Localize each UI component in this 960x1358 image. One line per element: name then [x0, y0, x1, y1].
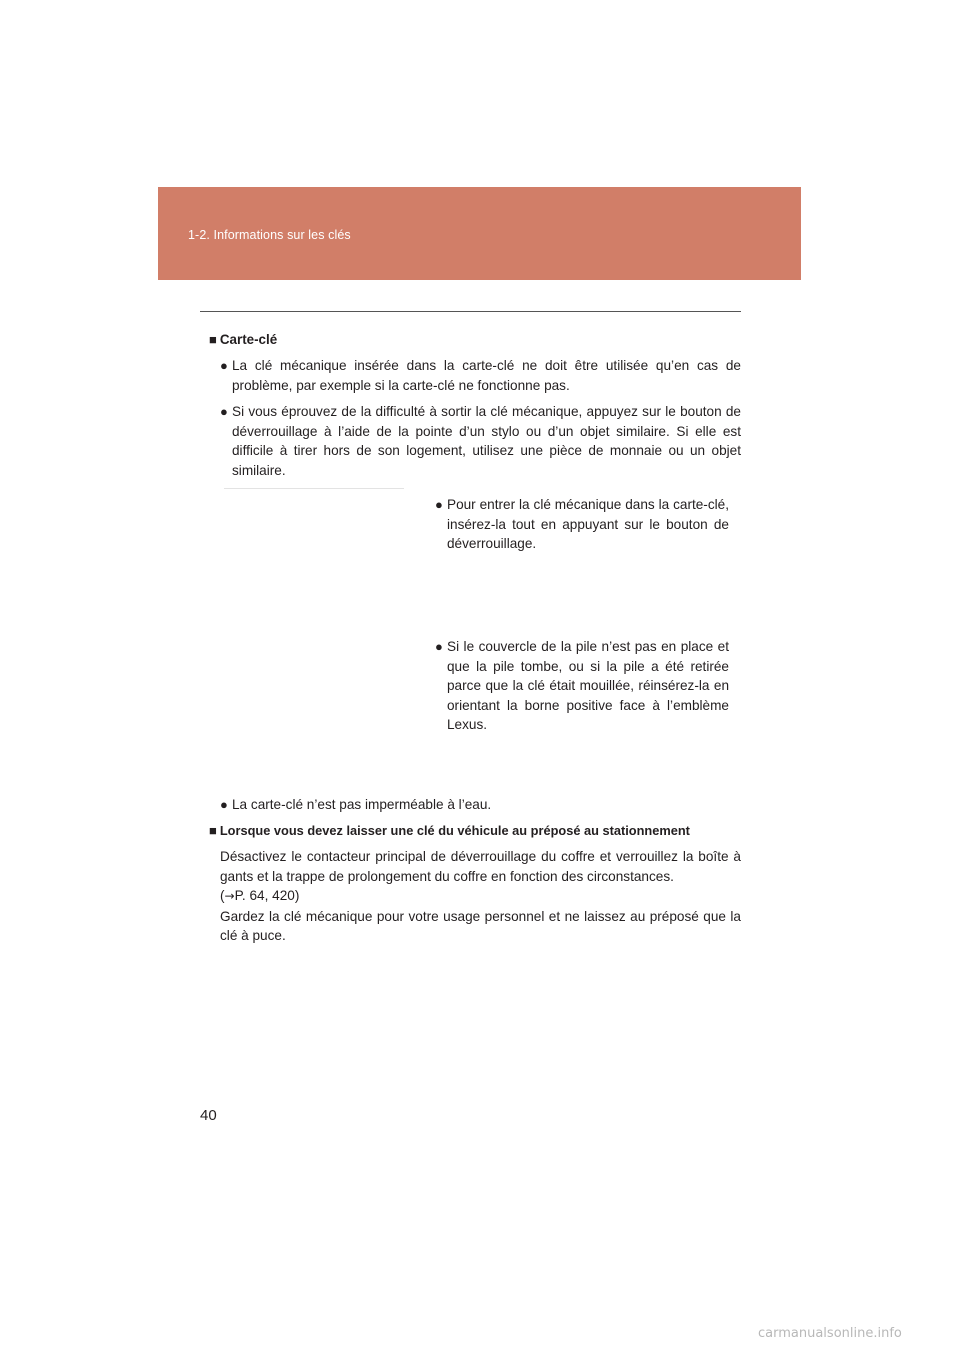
valet-paragraph-2: Gardez la clé mécanique pour votre usage personnel et ne laissez au préposé que la clé à puce. [220, 908, 741, 943]
valet-body [220, 847, 741, 946]
card-key-heading [209, 330, 277, 349]
bullet-text: Si vous éprouvez de la difficulté à sortir la clé mécanique, appuyez sur le bouton de déverrouillage à l’aide de la pointe d’un stylo ou d’un objet similaire. Si elle est difficile à tirer hors de son logement, utilisez une pièce de monnaie ou un objet similaire. [232, 404, 741, 478]
page-reference-text: P. 64, 420) [234, 888, 300, 903]
figure-note [435, 495, 729, 554]
card-key-heading-text: Carte-clé [219, 332, 278, 347]
figure-note [435, 637, 729, 735]
valet-heading-text: Lorsque vous devez laisser une clé du véhicule au préposé au stationnement [219, 823, 690, 838]
list-item [220, 795, 741, 815]
figure-note-text: Si le couvercle de la pile n’est pas en place et que la pile tombe, ou si la pile a été retirée parce que la clé était mouillée, réinsérez-la en orientant la borne positive face à l’emblème Lexus. [447, 639, 729, 732]
arrow-right-icon: → [224, 889, 235, 903]
valet-heading [209, 821, 690, 840]
section-title: 1-2. Informations sur les clés [188, 228, 351, 242]
bullet-text: La carte-clé n’est pas imperméable à l’eau. [232, 797, 492, 812]
figure-note-text: Pour entrer la clé mécanique dans la carte-clé, insérez-la tout en appuyant sur le bouton de déverrouillage. [447, 497, 729, 551]
bullet-icon: ● [435, 639, 443, 654]
watermark: carmanualsonline.info [758, 1326, 902, 1341]
figure-top-line [224, 488, 404, 489]
valet-paragraph-1: Désactivez le contacteur principal de déverrouillage du coffre et verrouillez la boîte à gants et la trappe de prolongement du coffre en fonction des circonstances. [220, 849, 741, 884]
page-number: 40 [200, 1107, 217, 1124]
square-bullet-icon: ■ [209, 332, 217, 347]
page-reference: (→P. 64, 420) [220, 888, 300, 903]
card-key-illustration [224, 488, 404, 778]
list-item [220, 402, 741, 480]
list-item [220, 356, 741, 395]
square-bullet-icon: ■ [209, 823, 217, 838]
bullet-icon: ● [220, 358, 228, 373]
top-rule [200, 311, 741, 312]
bullet-text: La clé mécanique insérée dans la carte-clé ne doit être utilisée qu’en cas de problème, par exemple si la carte-clé ne fonctionne pas. [232, 358, 741, 393]
bullet-icon: ● [220, 797, 228, 812]
section-header-band [158, 187, 801, 280]
bullet-icon: ● [220, 404, 228, 419]
bullet-icon: ● [435, 497, 443, 512]
